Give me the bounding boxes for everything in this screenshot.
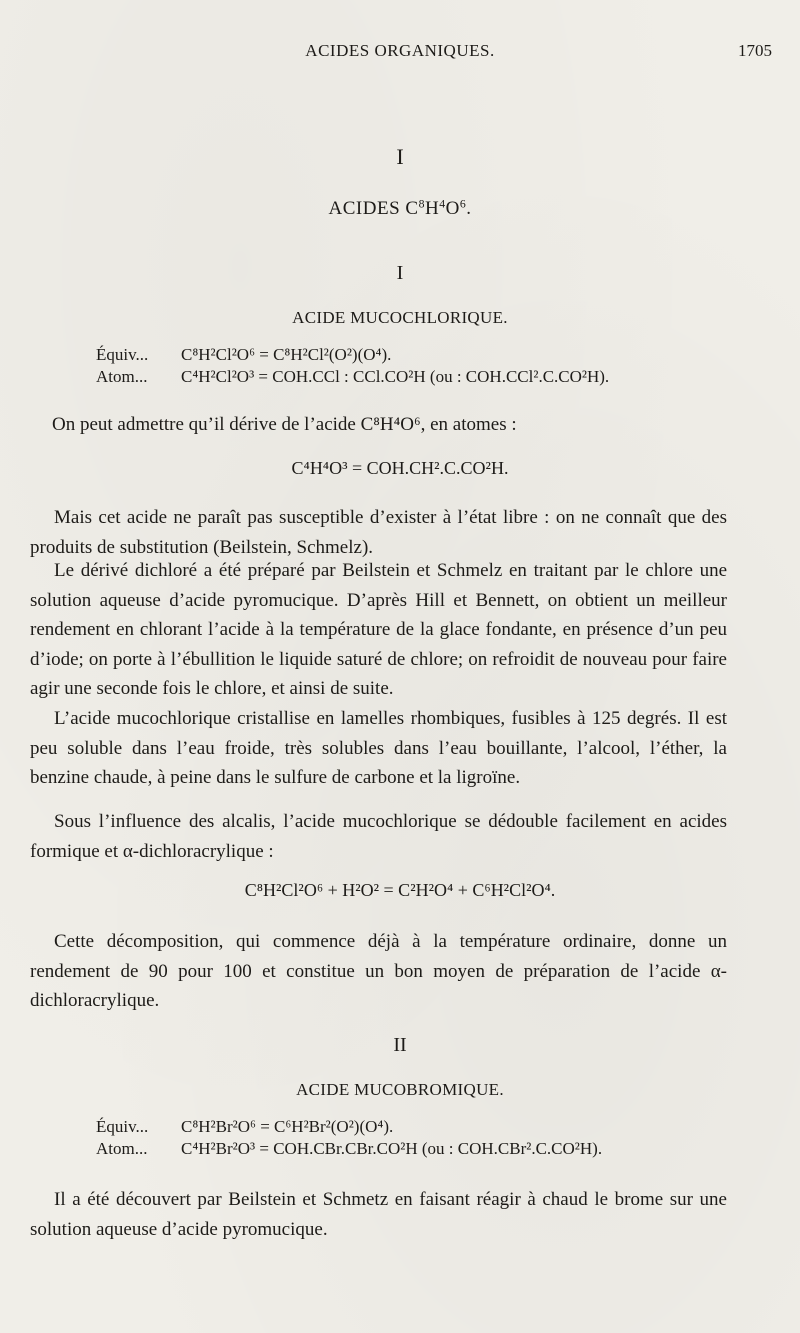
section-2-number: II — [393, 1034, 407, 1056]
paragraph-discovery: Il a été découvert par Beilstein et Schmetz en faisant réagir à chaud le brome sur une solution aqueuse d’acide pyromucique. — [30, 1189, 727, 1240]
section-1-atom-formula: Atom... C⁴H²Cl²O³ = COH.CCl : CCl.CO²H (ou : COH.CCl².C.CO²H). — [96, 367, 610, 386]
paragraph-alkali: Sous l’influence des alcalis, l’acide mucochlorique se dédouble facilement en acides formique et α-dichloracrylique : — [30, 811, 727, 862]
section-2-atom-formula: Atom... C⁴H²Br²O³ = COH.CBr.CBr.CO²H (ou : COH.CBr².C.CO²H). — [96, 1139, 603, 1158]
paragraph-yield: Cette décomposition, qui commence déjà à la température ordinaire, donne un rendement de 90 pour 100 et constitue un bon moyen de préparation de l’acide α-dichloracrylique. — [30, 931, 727, 1011]
section-2-equiv-formula: Équiv... C⁸H²Br²O⁶ = C⁶H²Br²(O²)(O⁴). — [96, 1117, 394, 1136]
equation-decomposition: C⁸H²Cl²O⁶ + H²O² = C²H²O⁴ + C⁶H²Cl²O⁴. — [244, 880, 556, 900]
section-2-heading: ACIDE MUCOBROMIQUE. — [296, 1080, 504, 1099]
page-number: 1705 — [738, 41, 772, 60]
paragraph-derivation: On peut admettre qu’il dérive de l’acide C⁸H⁴O⁶, en atomes : — [52, 414, 517, 435]
section-1-number: I — [396, 262, 404, 284]
paragraph-properties: L’acide mucochlorique cristallise en lamelles rhombiques, fusibles à 125 degrés. Il est peu soluble dans l’eau froide, très solubles dans l’eau bouillante, l’alcool, l’éther, la benzine chaude, à peine dans le sulfure de carbone et la ligroïne. — [30, 708, 727, 788]
equation-parent-acid: C⁴H⁴O³ = COH.CH².C.CO²H. — [291, 458, 509, 478]
running-title: ACIDES ORGANIQUES. — [305, 41, 495, 60]
section-1-heading: ACIDE MUCOCHLORIQUE. — [292, 308, 508, 327]
chapter-title: ACIDES $C^8H^4O^6$. — [328, 197, 472, 219]
paragraph-existence: Mais cet acide ne paraît pas susceptible d’exister à l’état libre : on ne connaît que des produits de substitution (Beilstein, Schmelz). — [30, 507, 727, 558]
paragraph-preparation: Le dérivé dichloré a été préparé par Beilstein et Schmelz en traitant par le chlore une solution aqueuse d’acide pyromucique. D’après Hill et Bennett, on obtient un meilleur rendement en chlorant l’acide à la température de la glace fondante, en présence d’un peu d’iode; on porte à l’ébullition le liquide saturé de chlore; on refroidit de nouveau pour faire agir une seconde fois le chlore, et ainsi de suite. — [30, 560, 727, 699]
section-1-equiv-formula: Équiv... C⁸H²Cl²O⁶ = C⁸H²Cl²(O²)(O⁴). — [96, 345, 392, 364]
chapter-number: I — [396, 144, 404, 169]
